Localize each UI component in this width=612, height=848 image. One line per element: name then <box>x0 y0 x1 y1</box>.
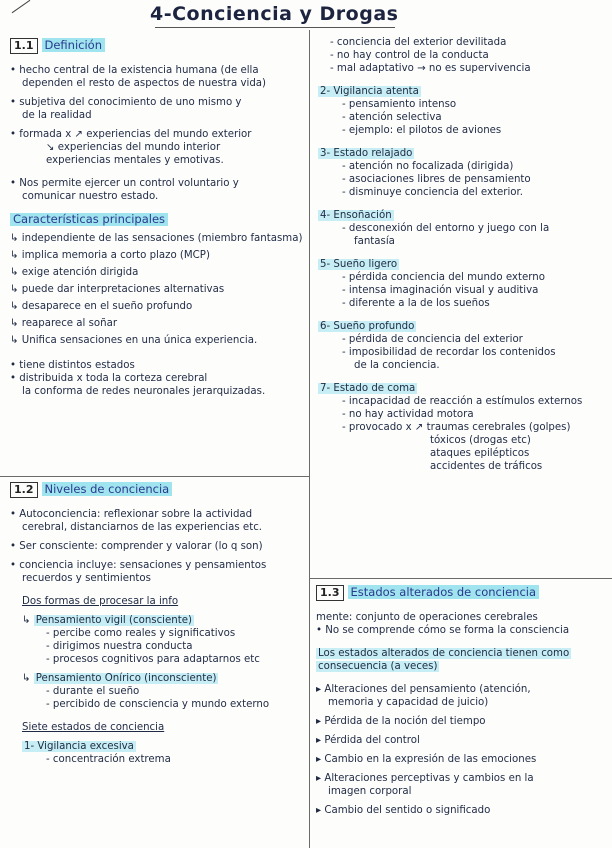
characteristic-item: ↳ exige atención dirigida <box>10 264 306 281</box>
state-title: 2- Vigilancia atenta <box>320 86 419 97</box>
state-header <box>318 382 608 395</box>
state-header <box>318 209 608 222</box>
note-line: ↘ experiencias del mundo interior <box>46 142 221 153</box>
note-line: • formada x ↗ experiencias del mundo exterior <box>10 128 306 141</box>
consequence-item: ▸ Alteraciones perceptivas y cambios en la <box>316 772 608 785</box>
characteristic-item: ↳ independiente de las sensaciones (miembro fantasma) <box>10 230 306 247</box>
state-item: - imposibilidad de recordar los contenidos <box>318 346 608 359</box>
column-divider <box>309 30 310 578</box>
vigil-item: - percibe como reales y significativos <box>10 627 306 640</box>
note-line: dependen el resto de aspectos de nuestra vida) <box>22 78 266 89</box>
oniric-header: ↳ Pensamiento Onírico (inconsciente) <box>22 673 217 684</box>
section-divider-left <box>0 476 309 477</box>
highlight-line <box>316 660 608 673</box>
vigil-header: ↳ Pensamiento vigil (consciente) <box>22 615 192 626</box>
state-header <box>318 320 608 333</box>
oniric-item: - percibido de consciencia y mundo externo <box>10 698 306 711</box>
state-title: 4- Ensoñación <box>320 210 392 221</box>
title-underline <box>155 27 395 28</box>
state-title: 6- Sueño profundo <box>320 321 415 332</box>
note-line: • hecho central de la existencia humana (de ella <box>10 64 306 77</box>
state-item: de la conciencia. <box>354 360 440 371</box>
characteristics-header <box>10 213 306 227</box>
note-line: mente: conjunto de operaciones cerebrales <box>316 612 538 623</box>
state-item: - intensa imaginación visual y auditiva <box>318 284 608 297</box>
note-line: • No se comprende cómo se forma la consciencia <box>316 624 608 637</box>
section-1-1 <box>10 38 306 398</box>
state-header <box>318 258 608 271</box>
state-header <box>318 85 608 98</box>
section-1-1-header <box>10 38 306 54</box>
corner-stroke <box>12 0 31 13</box>
note-line: la conforma de redes neuronales jerarquizadas. <box>22 386 266 397</box>
highlight-line <box>316 647 608 660</box>
note-line: • distribuida x toda la corteza cerebral <box>10 372 306 385</box>
state-1-header <box>10 740 306 753</box>
state-item: - conciencia del exterior devilitada <box>318 36 608 49</box>
vigil-title: Pensamiento vigil (consciente) <box>35 615 192 626</box>
forms-header: Dos formas de procesar la info <box>22 596 179 607</box>
section-1-2 <box>10 482 306 766</box>
vigil-item: - procesos cognitivos para adaptarnos etc <box>10 653 306 666</box>
state-item: - diferente a la de los sueños <box>318 297 608 310</box>
state-item: - no hay control de la conducta <box>318 49 608 62</box>
consequence-item: ▸ Pérdida de la noción del tiempo <box>316 715 608 728</box>
section-1-2-header <box>10 482 306 498</box>
state-item: tóxicos (drogas etc) <box>430 435 531 446</box>
consequence-item: ▸ Cambio del sentido o significado <box>316 804 608 817</box>
state-title: 3- Estado relajado <box>320 148 413 159</box>
section-title: Niveles de conciencia <box>42 482 173 496</box>
column-divider-lower <box>309 578 310 848</box>
note-line: • Nos permite ejercer un control voluntario y <box>10 177 306 190</box>
state-item: - ejemplo: el pilotos de aviones <box>318 124 608 137</box>
note-line: de la realidad <box>22 110 92 121</box>
state-item: - atención no focalizada (dirigida) <box>318 160 608 173</box>
note-line: cerebral, distanciarnos de las experiencias etc. <box>22 522 263 533</box>
state-item: - pensamiento intenso <box>318 98 608 111</box>
note-line: • tiene distintos estados <box>10 359 306 372</box>
note-line: experiencias mentales y emotivas. <box>46 155 224 166</box>
characteristic-item: ↳ puede dar interpretaciones alternativas <box>10 281 306 298</box>
state-item: - no hay actividad motora <box>318 408 608 421</box>
oniric-item: - durante el sueño <box>10 685 306 698</box>
characteristic-item: ↳ desaparece en el sueño profundo <box>10 298 306 315</box>
state-title: 5- Sueño ligero <box>320 259 398 270</box>
note-line: • subjetiva del conocimiento de uno mismo y <box>10 96 306 109</box>
note-line: • conciencia incluye: sensaciones y pensamientos <box>10 559 306 572</box>
vigil-item: - dirigimos nuestra conducta <box>10 640 306 653</box>
state-item: - asociaciones libres de pensamiento <box>318 173 608 186</box>
state-item: - pérdida conciencia del mundo externo <box>318 271 608 284</box>
characteristic-item: ↳ reaparece al soñar <box>10 315 306 332</box>
state-item: accidentes de tráficos <box>430 461 543 472</box>
section-title: Definición <box>42 38 106 52</box>
state-item: - provocado x ↗ traumas cerebrales (golpes) <box>318 421 608 434</box>
note-line: • Autoconciencia: reflexionar sobre la actividad <box>10 508 306 521</box>
section-1-3 <box>316 585 608 817</box>
state-title: 7- Estado de coma <box>320 383 416 394</box>
note-line: • Ser consciente: comprender y valorar (lo q son) <box>10 540 306 553</box>
section-1-3-header <box>316 585 608 601</box>
note-line: recuerdos y sentimientos <box>22 573 151 584</box>
characteristic-item: ↳ implica memoria a corto plazo (MCP) <box>10 247 306 264</box>
states-column <box>318 36 608 473</box>
highlight-text: Los estados alterados de conciencia tienen como <box>318 648 570 659</box>
state-item: fantasía <box>354 236 395 247</box>
note-line: comunicar nuestro estado. <box>22 191 159 202</box>
section-number: 1.3 <box>316 585 344 601</box>
section-divider-right <box>309 578 612 579</box>
state-item: - incapacidad de reacción a estímulos externos <box>318 395 608 408</box>
consequence-item: imagen corporal <box>328 786 412 797</box>
characteristics-title: Características principales <box>10 213 168 226</box>
seven-states-header: Siete estados de conciencia <box>22 722 165 733</box>
consequence-item: memoria y capacidad de juicio) <box>328 697 489 708</box>
state-item: - disminuye conciencia del exterior. <box>318 186 608 199</box>
state-item: - desconexión del entorno y juego con la <box>318 222 608 235</box>
state-header <box>318 147 608 160</box>
state-item: - pérdida de conciencia del exterior <box>318 333 608 346</box>
section-title: Estados alterados de conciencia <box>348 585 540 599</box>
consequence-item: ▸ Alteraciones del pensamiento (atención, <box>316 683 608 696</box>
oniric-title: Pensamiento Onírico (inconsciente) <box>35 673 217 684</box>
section-number: 1.2 <box>10 482 38 498</box>
state-item: ataques epilépticos <box>430 448 530 459</box>
section-number: 1.1 <box>10 38 38 54</box>
characteristic-item: ↳ Unifica sensaciones en una única experiencia. <box>10 332 306 349</box>
page-title: 4-Conciencia y Drogas <box>150 3 399 25</box>
state-item: - atención selectiva <box>318 111 608 124</box>
consequence-item: ▸ Cambio en la expresión de las emociones <box>316 753 608 766</box>
state-item: - mal adaptativo → no es supervivencia <box>318 62 608 75</box>
highlight-text: consecuencia (a veces) <box>318 661 438 672</box>
state-1-title: 1- Vigilancia excesiva <box>24 741 134 752</box>
state-1-item: - concentración extrema <box>10 753 306 766</box>
consequence-item: ▸ Pérdida del control <box>316 734 608 747</box>
